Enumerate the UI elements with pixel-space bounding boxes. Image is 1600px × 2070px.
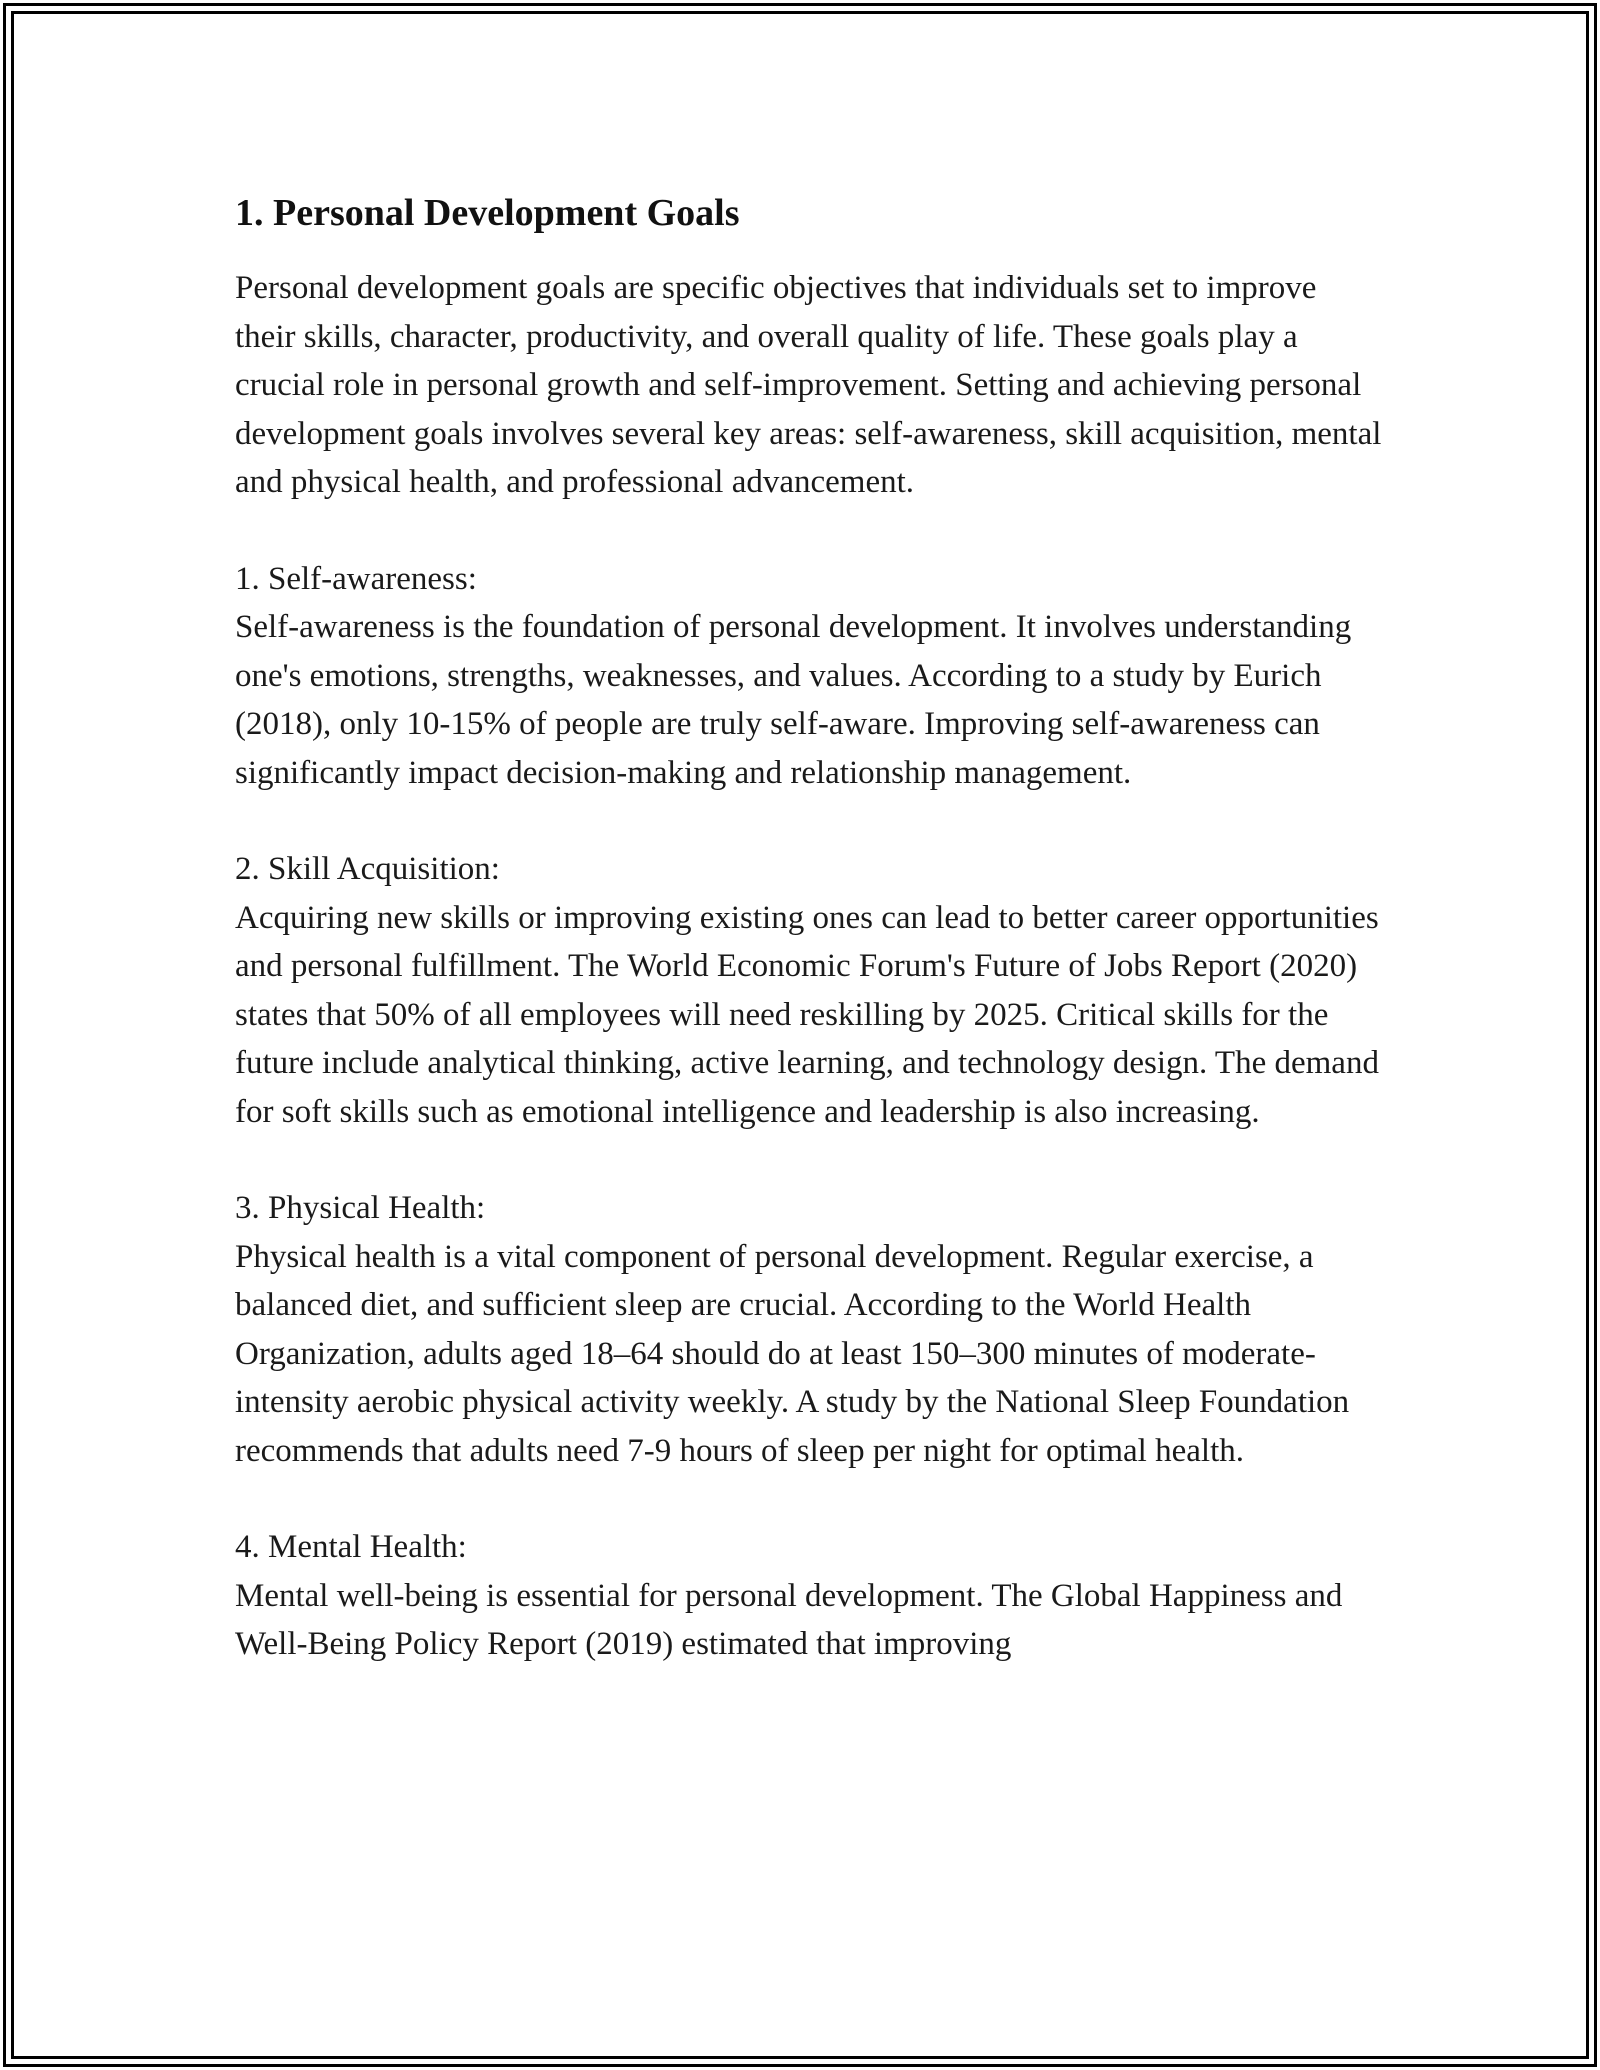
document-heading: 1. Personal Development Goals [235,192,740,234]
section-title: 1. Self-awareness: [235,560,477,597]
section-mental-health [235,1523,1385,1669]
section-title: 2. Skill Acquisition: [235,851,500,887]
document-content [235,188,1385,1669]
intro-paragraph: Personal development goals are specific objectives that individuals set to improve their skills, character, productivity, and overall quality of life. These goals play a crucial role in personal growth and self-improvement. Setting and achieving personal development goals involves several key areas: self-awareness, skill acquisition, mental and physical health, and professional advancement. [235,270,1382,500]
section-body: Self-awareness is the foundation of personal development. It involves understanding one's emotions, strengths, weaknesses, and values. According to a study by Eurich (2018), only 10-15% of people are truly self-aware. Improving self-awareness can significantly impact decision-making and relationship management. [235,609,1352,791]
section-body: Mental well-being is essential for personal development. The Global Happiness and Well-Being Policy Report (2019) estimated that improving [235,1577,1343,1662]
section-physical-health [235,1184,1385,1475]
section-title: 4. Mental Health: [235,1529,467,1565]
section-skill-acquisition [235,845,1385,1136]
section-body: Physical health is a vital component of personal development. Regular exercise, a balanced diet, and sufficient sleep are crucial. According to the World Health Organization, adults aged 18–64 should do at least 150–300 minutes of moderate-intensity aerobic physical activity weekly. A study by the National Sleep Foundation recommends that adults need 7-9 hours of sleep per night for optimal health. [235,1238,1350,1469]
section-self-awareness [235,555,1385,798]
section-title: 3. Physical Health: [235,1190,486,1226]
section-body: Acquiring new skills or improving existing ones can lead to better career opportunities and personal fulfillment. The World Economic Forum's Future of Jobs Report (2020) states that 50% of all employees will need reskilling by 2025. Critical skills for the future include analytical thinking, active learning, and technology design. The demand for soft skills such as emotional intelligence and leadership is also increasing. [235,899,1379,1130]
